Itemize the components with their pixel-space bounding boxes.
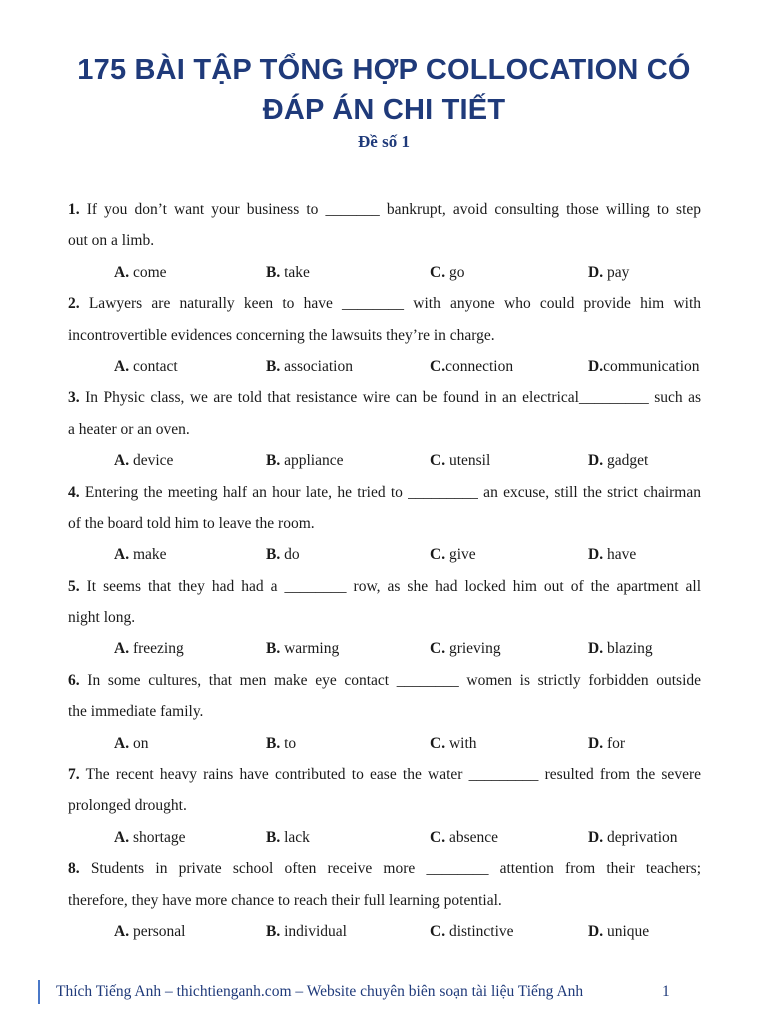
page-number: 1: [662, 983, 670, 1000]
option-b: B. individual: [266, 922, 347, 940]
question-text-line2: therefore, they have more chance to reach their full learning potential.: [68, 891, 502, 909]
option-a: A. device: [114, 452, 174, 470]
question-text: In some cultures, that men make eye contact ________ women is strictly forbidden outside: [87, 671, 701, 689]
question-text-line2: night long.: [68, 609, 136, 627]
question-5: [68, 571, 701, 665]
option-b: B. do: [266, 546, 300, 564]
option-d: D. deprivation: [588, 828, 678, 846]
question-text-line1: [68, 665, 701, 696]
question-text: The recent heavy rains have contributed to ease the water _________ resulted from the severe: [85, 766, 701, 784]
option-a: A. come: [114, 263, 167, 281]
question-6: [68, 665, 701, 759]
question-text-line2: a heater or an oven.: [68, 420, 190, 438]
option-d: D. unique: [588, 922, 650, 940]
question-text-line1: [68, 194, 701, 225]
question-number: 2.: [68, 295, 80, 313]
question-4: [68, 477, 701, 571]
question-8: [68, 853, 701, 947]
question-text: Students in private school often receive more ________ attention from their teachers;: [90, 860, 701, 878]
option-a: A. personal: [114, 922, 186, 940]
option-c: C. absence: [430, 828, 499, 846]
option-d: D. pay: [588, 263, 630, 281]
option-b: B. lack: [266, 828, 310, 846]
option-row: [68, 822, 701, 853]
question-text: If you don’t want your business to _______ bankrupt, avoid consulting those willing to step: [86, 201, 701, 218]
question-number: 5.: [68, 577, 80, 595]
option-a: A. make: [114, 546, 167, 564]
option-c: C. distinctive: [430, 922, 514, 940]
page-footer: Thích Tiếng Anh – thichtienganh.com – Website chuyên biên soạn tài liệu Tiếng Anh: [38, 980, 583, 1004]
question-text-line1: [68, 288, 701, 319]
question-text-line2: incontrovertible evidences concerning the lawsuits they’re in charge.: [68, 326, 495, 344]
question-number: 4.: [68, 483, 80, 501]
option-row: [68, 351, 701, 382]
option-c: C. go: [430, 263, 465, 281]
option-b: B. warming: [266, 640, 340, 658]
option-row: [68, 728, 701, 759]
question-number: 7.: [68, 766, 80, 784]
option-d: D.communication: [588, 357, 700, 375]
option-d: D. blazing: [588, 640, 653, 658]
document-title-line2: ĐÁP ÁN CHI TIẾT: [262, 94, 506, 126]
question-text-line2: out on a limb.: [68, 232, 155, 250]
option-row: [68, 916, 701, 947]
option-b: B. take: [266, 263, 310, 281]
option-row: [68, 633, 701, 664]
question-1: [68, 194, 701, 288]
question-text-line1: [68, 477, 701, 508]
question-number: 8.: [68, 860, 80, 878]
option-b: B. to: [266, 734, 297, 752]
option-d: D. have: [588, 546, 637, 564]
option-a: A. freezing: [114, 640, 184, 658]
option-c: C. utensil: [430, 452, 491, 470]
question-number: 6.: [68, 671, 80, 689]
question-3: [68, 382, 701, 476]
question-7: [68, 759, 701, 853]
question-text-line1: [68, 759, 701, 790]
question-text-line2: of the board told him to leave the room.: [68, 514, 315, 532]
option-c: C.connection: [430, 357, 514, 375]
option-a: A. contact: [114, 357, 178, 375]
question-number: 3.: [68, 389, 80, 407]
question-2: [68, 288, 701, 382]
option-row: [68, 257, 701, 288]
option-d: D. gadget: [588, 452, 649, 470]
question-text-line1: [68, 382, 701, 413]
option-c: C. with: [430, 734, 477, 752]
option-a: A. shortage: [114, 828, 186, 846]
question-text: Entering the meeting half an hour late, he tried to _________ an excuse, still the strict chairman: [84, 483, 701, 501]
question-text-line1: [68, 853, 701, 884]
option-row: [68, 445, 701, 476]
question-text: Lawyers are naturally keen to have ________ with anyone who could provide him with: [88, 295, 701, 313]
question-list: [68, 194, 701, 947]
question-text: In Physic class, we are told that resistance wire can be found in an electrical_________ such as: [85, 389, 701, 407]
question-text-line2: prolonged drought.: [68, 797, 187, 815]
question-text-line2: the immediate family.: [68, 703, 204, 721]
question-number: 1.: [68, 201, 80, 218]
option-a: A. on: [114, 734, 149, 752]
question-text-line1: [68, 571, 701, 602]
document-subtitle: Đề số 1: [358, 132, 410, 151]
option-b: B. appliance: [266, 452, 344, 470]
option-b: B. association: [266, 357, 353, 375]
option-d: D. for: [588, 734, 626, 752]
option-row: [68, 539, 701, 570]
option-c: C. grieving: [430, 640, 501, 658]
question-text: It seems that they had had a ________ row, as she had locked him out of the apartment all: [86, 577, 701, 595]
option-c: C. give: [430, 546, 476, 564]
document-title-line1: 175 BÀI TẬP TỔNG HỢP COLLOCATION CÓ: [77, 54, 691, 86]
